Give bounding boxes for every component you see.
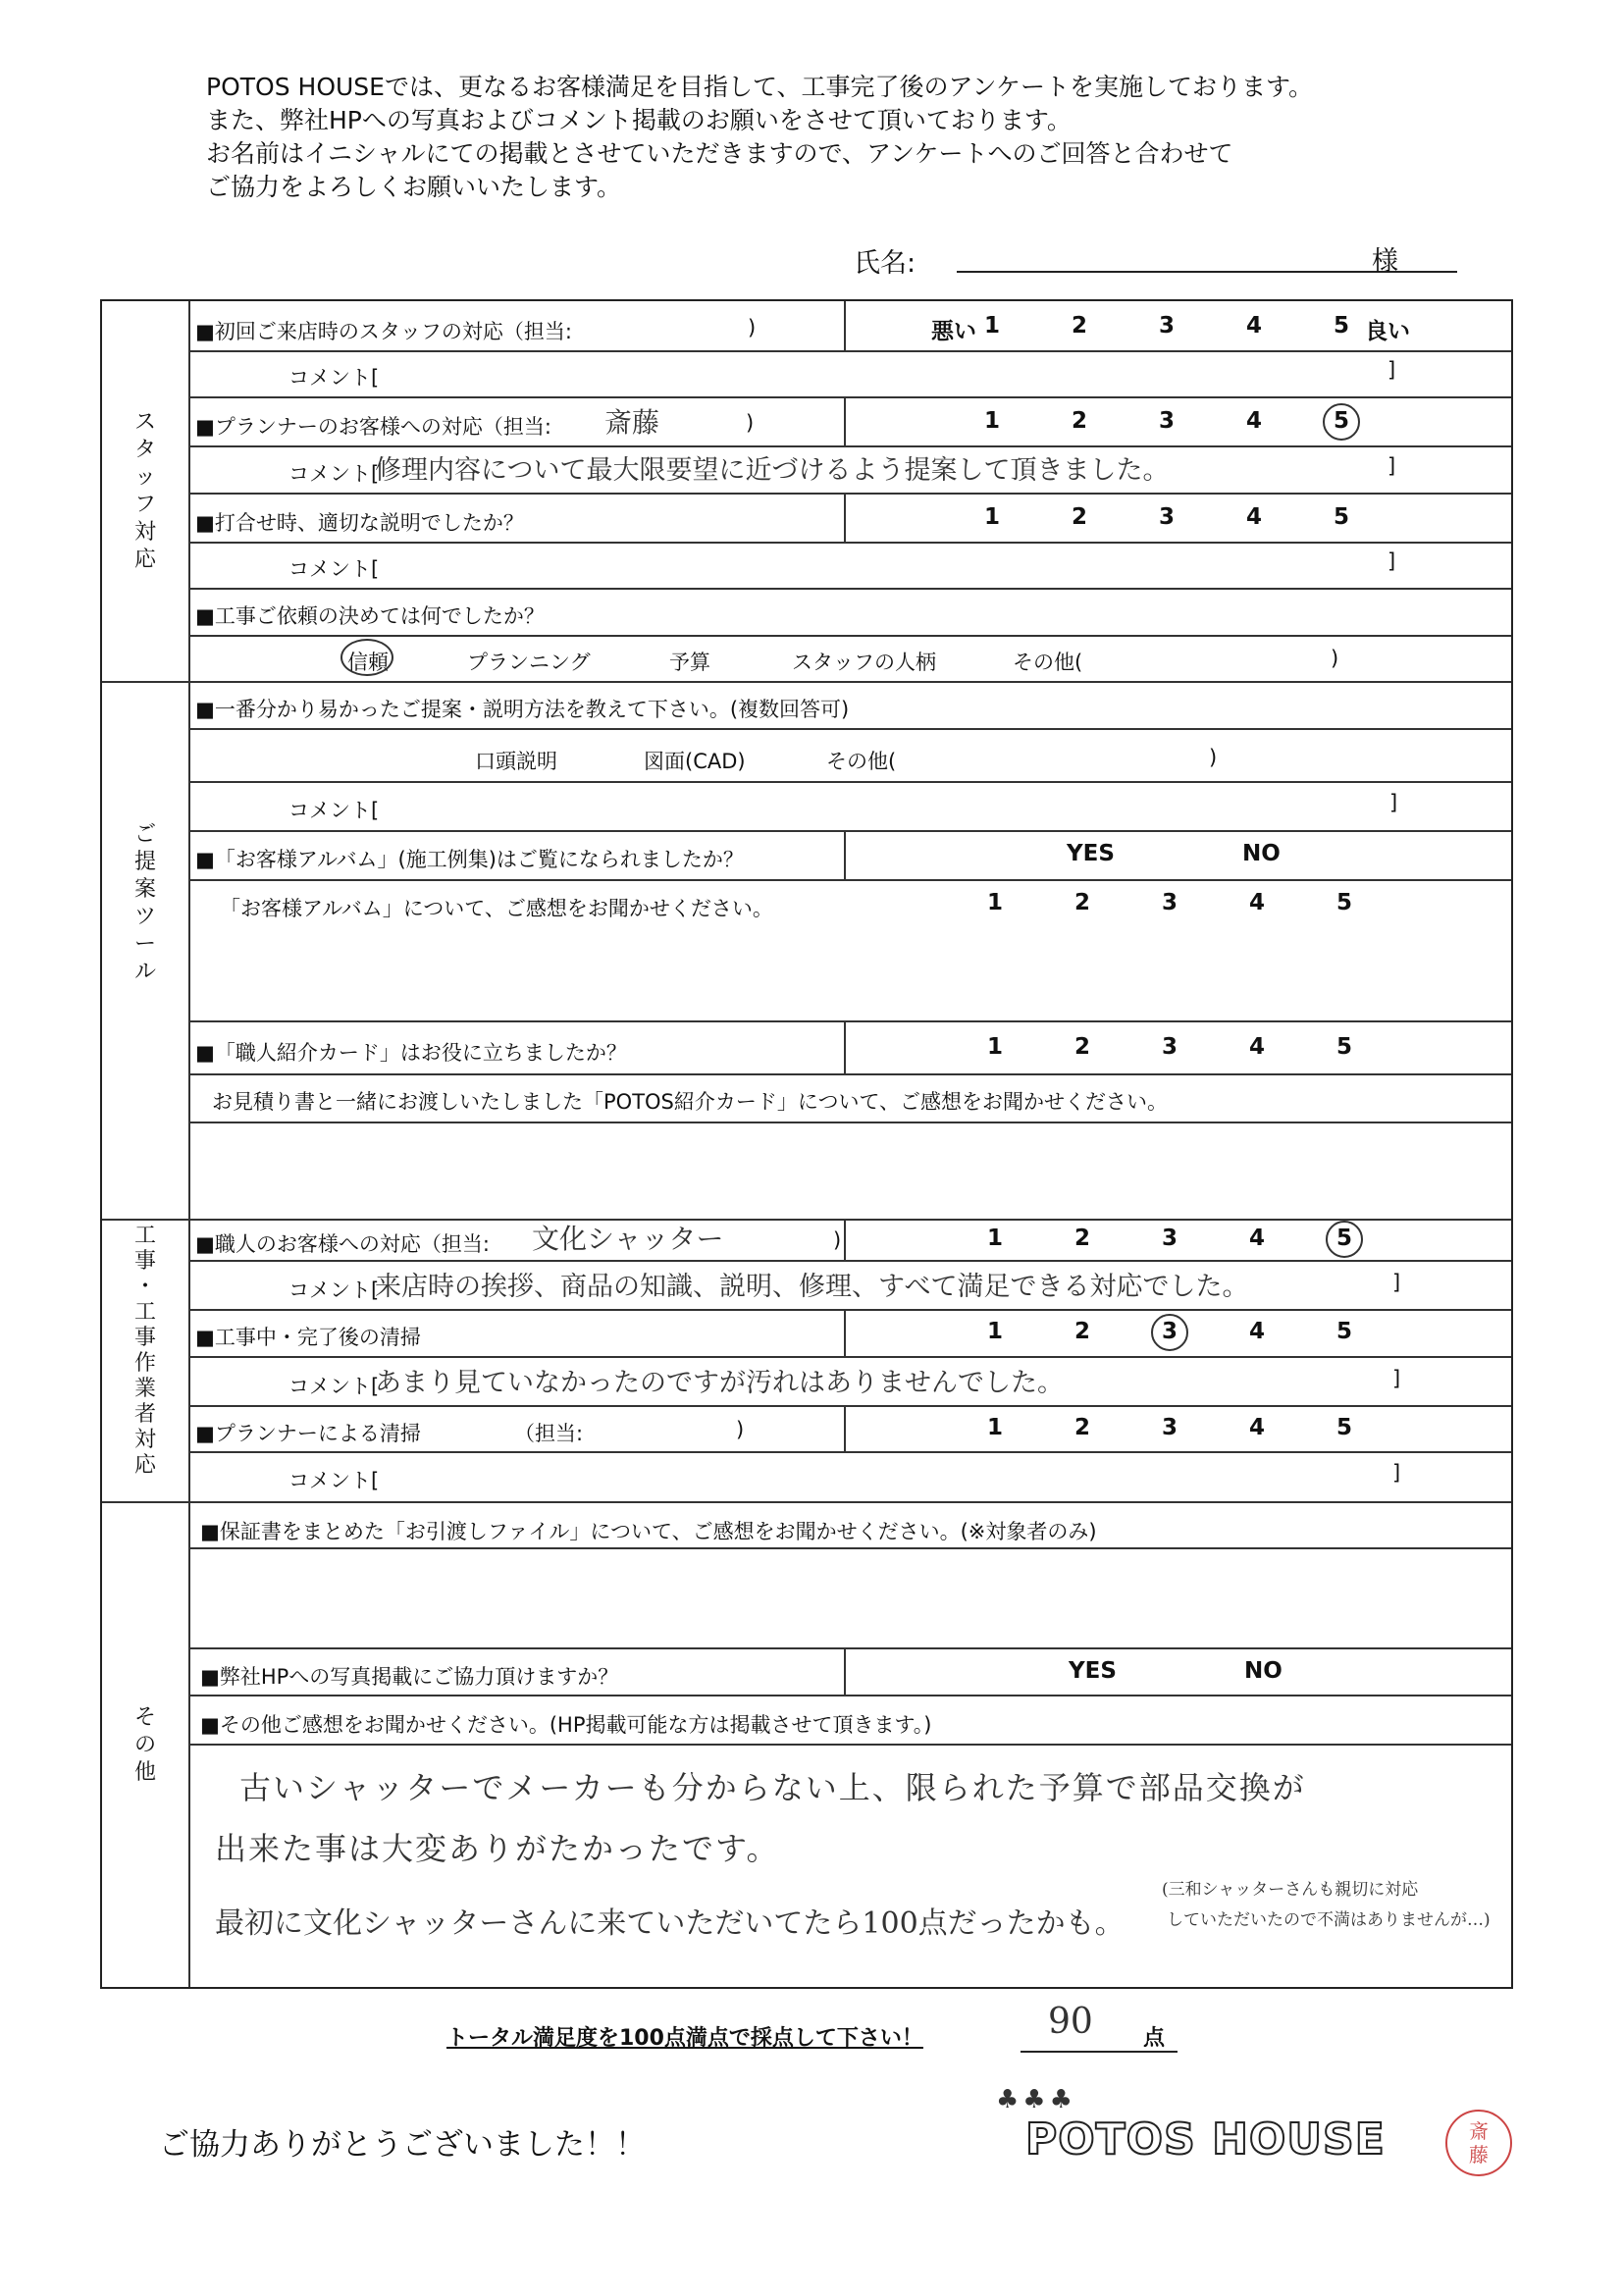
total-score[interactable]: 90 — [1048, 2002, 1093, 2042]
intro-text — [206, 71, 1313, 204]
q15-note-2: していただいたので不満はありませんが…) — [1167, 1910, 1491, 1930]
q12-staff-label: （担当: — [514, 1422, 584, 1445]
q4-option-other[interactable]: その他( — [1013, 651, 1083, 674]
q5-option-verbal[interactable]: 口頭説明 — [475, 750, 557, 773]
intro-line: また、弊社HPへの写真およびコメント掲載のお願いをさせて頂いております。 — [206, 106, 1072, 134]
name-suffix: 様 — [1372, 246, 1398, 277]
q15-line-2: 出来た事は大変ありがたかったです。 — [215, 1830, 780, 1867]
q1-comment-label: コメント[ — [288, 366, 380, 390]
q8-score-2[interactable]: 2 — [1073, 1034, 1090, 1060]
q10-score-2[interactable]: 2 — [1073, 1226, 1090, 1251]
q11-score-5[interactable]: 5 — [1335, 1319, 1352, 1344]
scale-good: 良い — [1365, 319, 1410, 344]
q1-score-4[interactable]: 4 — [1245, 313, 1262, 339]
q7-score-3[interactable]: 3 — [1161, 890, 1178, 915]
thanks-message: ご協力ありがとうございました！！ — [159, 2127, 646, 2163]
q15-note-1: (三和シャッターさんも親切に対応 — [1162, 1880, 1419, 1900]
q10-score-3[interactable]: 3 — [1161, 1226, 1178, 1251]
q11-score-1[interactable]: 1 — [986, 1319, 1003, 1344]
q12-score-5[interactable]: 5 — [1335, 1415, 1352, 1440]
q5-label: ■一番分かり易かったご提案・説明方法を教えて下さい。(複数回答可) — [195, 698, 850, 721]
q8-score-4[interactable]: 4 — [1248, 1034, 1265, 1060]
q8-score-5[interactable]: 5 — [1335, 1034, 1352, 1060]
stamp-char: 藤 — [1469, 2143, 1489, 2166]
q1-comment-close: ] — [1387, 358, 1396, 382]
q11-score-2[interactable]: 2 — [1073, 1319, 1090, 1344]
q5-comment-close: ] — [1389, 791, 1398, 814]
q4-option-planning[interactable]: プランニング — [467, 651, 591, 674]
q11-comment: あまり見ていなかったのですが汚れはありませんでした。 — [375, 1368, 1064, 1398]
q10-score-5[interactable]: 5 — [1335, 1226, 1352, 1251]
q7-label: 「お客様アルバム」について、ご感想をお聞かせください。 — [220, 897, 773, 920]
q10-staff: 文化シャッター — [532, 1223, 724, 1255]
q2-score-2[interactable]: 2 — [1071, 408, 1087, 434]
potos-house-logo: POTOS HOUSE — [1025, 2114, 1386, 2165]
intro-line: POTOS HOUSEでは、更なるお客様満足を目指して、工事完了後のアンケートを実施しております。 — [206, 73, 1313, 101]
q3-comment-close: ] — [1387, 549, 1396, 573]
q5-option-other[interactable]: その他( — [826, 750, 897, 773]
q14-no[interactable]: NO — [1244, 1658, 1283, 1684]
scale-bad: 悪い — [931, 319, 976, 344]
q10-comment-label: コメント[ — [288, 1278, 380, 1302]
q3-score-5[interactable]: 5 — [1333, 504, 1349, 530]
q11-selected-circle — [1151, 1314, 1188, 1351]
name-stamp — [1445, 2110, 1512, 2176]
q5-option-cad[interactable]: 図面(CAD) — [644, 750, 746, 773]
q12-label: ■プランナーによる清掃 — [195, 1422, 421, 1445]
q11-label: ■工事中・完了後の清掃 — [195, 1326, 421, 1349]
q4-option-other-close: ) — [1331, 647, 1339, 670]
q10-close: ) — [833, 1228, 842, 1252]
q3-label: ■打合せ時、適切な説明でしたか？ — [195, 511, 524, 535]
q11-comment-label: コメント[ — [288, 1375, 380, 1398]
q1-score-2[interactable]: 2 — [1071, 313, 1087, 339]
q10-score-4[interactable]: 4 — [1248, 1226, 1265, 1251]
q3-comment-label: コメント[ — [288, 557, 380, 581]
logo-leaf-icon: ♣♣♣ — [996, 2085, 1076, 2114]
q1-score-3[interactable]: 3 — [1158, 313, 1175, 339]
q10-label: ■職人のお客様への対応（担当: — [195, 1232, 490, 1256]
q12-close: ) — [736, 1418, 745, 1441]
survey-form — [100, 299, 1513, 1989]
q6-no[interactable]: NO — [1242, 841, 1281, 866]
q11-comment-close: ] — [1392, 1367, 1401, 1390]
q12-score-1[interactable]: 1 — [986, 1415, 1003, 1440]
q10-score-1[interactable]: 1 — [986, 1226, 1003, 1251]
q8-score-1[interactable]: 1 — [986, 1034, 1003, 1060]
q14-label: ■弊社HPへの写真掲載にご協力頂けますか？ — [200, 1665, 619, 1689]
q2-close: ) — [746, 411, 755, 435]
q6-yes[interactable]: YES — [1067, 841, 1115, 866]
q11-score-3[interactable]: 3 — [1161, 1319, 1178, 1344]
q10-comment: 来店時の挨拶、商品の知識、説明、修理、すべて満足できる対応でした。 — [375, 1272, 1249, 1302]
q3-score-3[interactable]: 3 — [1158, 504, 1175, 530]
q12-score-4[interactable]: 4 — [1248, 1415, 1265, 1440]
q2-score-1[interactable]: 1 — [983, 408, 1000, 434]
q15-line-1: 古いシャッターでメーカーも分からない上、限られた予算で部品交換が — [239, 1769, 1306, 1806]
q8-label: ■「職人紹介カード」はお役に立ちましたか？ — [195, 1041, 627, 1065]
q2-comment-close: ] — [1387, 454, 1396, 478]
q12-comment-label: コメント[ — [288, 1469, 380, 1492]
q4-label: ■工事ご依頼の決めては何でしたか？ — [195, 604, 545, 628]
q5-comment-label: コメント[ — [288, 799, 380, 822]
q13-label: ■保証書をまとめた「お引渡しファイル」について、ご感想をお聞かせください。(※対象者のみ) — [200, 1520, 1097, 1543]
q4-option-trust[interactable]: 信頼 — [347, 651, 389, 674]
q12-comment-close: ] — [1392, 1461, 1401, 1485]
q2-comment: 修理内容について最大限要望に近づけるよう提案して頂きました。 — [375, 455, 1170, 486]
total-unit: 点 — [1143, 2026, 1166, 2051]
section-work: 工 事 ・ 工 事 作 業 者 対 応 — [133, 1224, 156, 1478]
q9-label: お見積り書と一緒にお渡しいたしました「POTOS紹介カード」について、ご感想をお聞かせください。 — [212, 1090, 1169, 1114]
stamp-char: 斎 — [1469, 2119, 1489, 2143]
name-label: 氏名: — [854, 248, 916, 279]
q2-score-5[interactable]: 5 — [1333, 408, 1349, 434]
q3-score-2[interactable]: 2 — [1071, 504, 1087, 530]
section-tools: ご 提 案 ツ ー ル — [133, 822, 156, 984]
q1-close: ) — [748, 316, 757, 339]
q2-score-4[interactable]: 4 — [1245, 408, 1262, 434]
q3-score-1[interactable]: 1 — [983, 504, 1000, 530]
q7-score-1[interactable]: 1 — [986, 890, 1003, 915]
q2-score-3[interactable]: 3 — [1158, 408, 1175, 434]
q1-score-5[interactable]: 5 — [1333, 313, 1349, 339]
q4-selected-circle — [340, 639, 393, 676]
q7-score-4[interactable]: 4 — [1248, 890, 1265, 915]
q2-staff: 斎藤 — [604, 406, 660, 439]
intro-line: ご協力をよろしくお願いいたします。 — [206, 173, 622, 201]
q15-label: ■その他ご感想をお聞かせください。(HP掲載可能な方は掲載させて頂きます。) — [200, 1713, 932, 1737]
q3-score-4[interactable]: 4 — [1245, 504, 1262, 530]
q1-label: ■初回ご来店時のスタッフの対応（担当: — [195, 320, 572, 343]
q4-option-staff[interactable]: スタッフの人柄 — [792, 651, 936, 674]
q14-yes[interactable]: YES — [1069, 1658, 1117, 1684]
q5-option-other-close: ) — [1209, 746, 1218, 769]
q2-selected-circle — [1323, 403, 1360, 441]
q12-score-2[interactable]: 2 — [1073, 1415, 1090, 1440]
q12-score-3[interactable]: 3 — [1161, 1415, 1178, 1440]
q15-line-3: 最初に文化シャッターさんに来ていただいてたら100点だったかも。 — [215, 1906, 1125, 1941]
q4-option-budget[interactable]: 予算 — [669, 651, 710, 674]
q8-score-3[interactable]: 3 — [1161, 1034, 1178, 1060]
q1-score-1[interactable]: 1 — [983, 313, 1000, 339]
intro-line: お名前はイニシャルにての掲載とさせていただきますので、アンケートへのご回答と合わせて — [206, 139, 1233, 168]
q10-comment-close: ] — [1392, 1271, 1401, 1294]
q10-selected-circle — [1326, 1221, 1363, 1258]
section-other: そ の 他 — [133, 1705, 156, 1785]
q7-score-5[interactable]: 5 — [1335, 890, 1352, 915]
q2-comment-label: コメント[ — [288, 462, 380, 486]
section-staff: ス タ ッ フ 対 応 — [133, 410, 156, 572]
q7-score-2[interactable]: 2 — [1073, 890, 1090, 915]
q6-label: ■「お客様アルバム」(施工例集)はご覧になられましたか？ — [195, 848, 744, 871]
total-label: トータル満足度を100点満点で採点して下さい！ — [446, 2026, 923, 2051]
q11-score-4[interactable]: 4 — [1248, 1319, 1265, 1344]
q2-label: ■プランナーのお客様への対応（担当: — [195, 415, 551, 439]
